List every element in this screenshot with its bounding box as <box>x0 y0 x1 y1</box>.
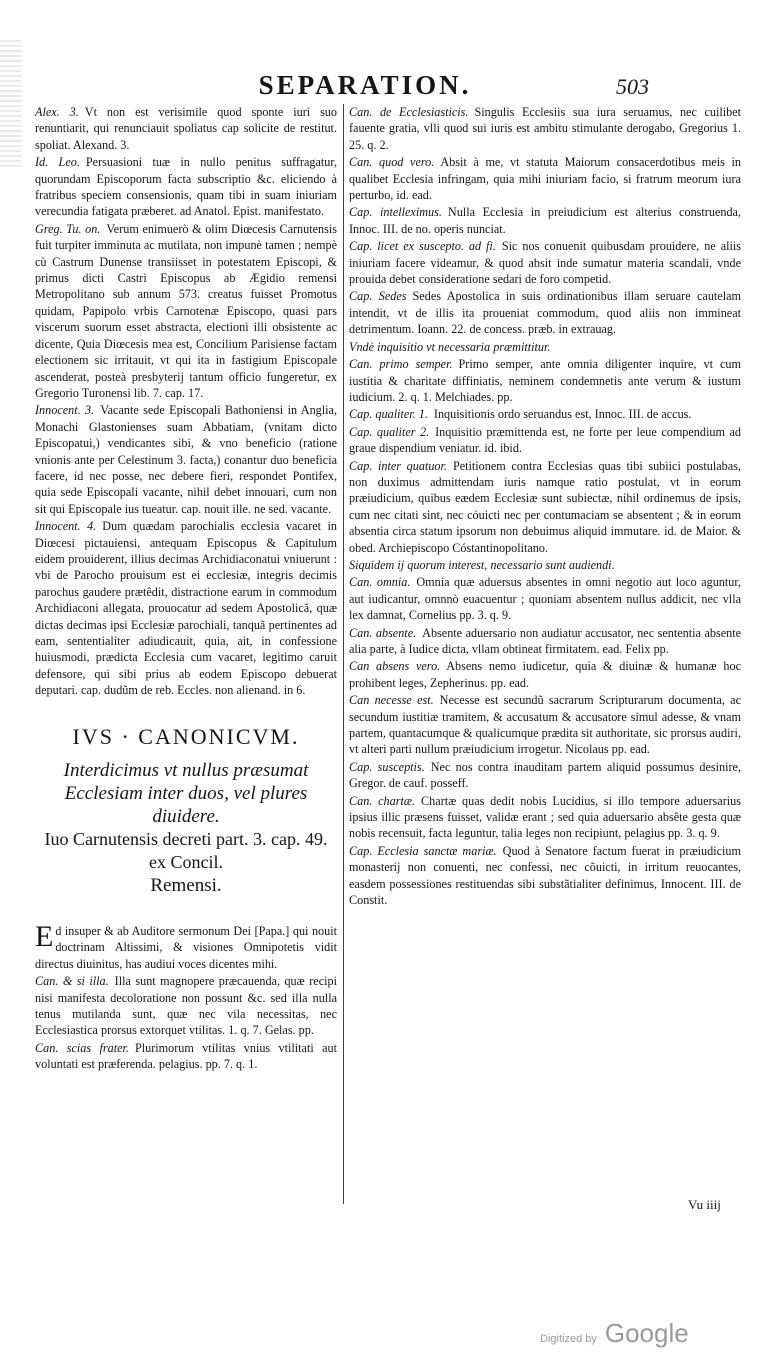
paragraph <box>35 973 337 1039</box>
paragraph-text: Omnia quæ aduersus absentes in omni negotio aut loco aguntur, aut iudicantur, omnnò euacuentur ; quoniam absentem nullus addicit, nec vlla lex damnat, Cornelius pp. 3. q. 9. <box>349 575 741 623</box>
citation-lead: Cap. intelleximus. <box>349 205 442 220</box>
citation-lead: Can absens vero. <box>349 659 441 674</box>
citation-lead: Can. absente. <box>349 625 417 640</box>
paragraph-text: Nulla Ecclesia in preiudicium est alterius construenda, Innoc. III. de no. operis nunciat. <box>349 205 741 236</box>
citation-lead: Can. & si illa. <box>35 974 109 989</box>
paragraph-text: Sic nos conuenit quibusdam prouidere, ne aliis iniuriam facere videamur, & quod absit inde sumatur materia scandali, vnde prouida debet consideratione sedari de foro competid. <box>349 239 742 287</box>
paragraph-text: Vndè inquisitio vt necessaria præmittitur. <box>349 339 551 354</box>
right-column <box>349 104 741 909</box>
paragraph <box>35 920 337 972</box>
paragraph <box>349 458 741 556</box>
paragraph <box>349 625 741 658</box>
paragraph <box>35 402 337 517</box>
citation-lead: Cap. susceptis. <box>349 759 425 774</box>
section-heading-italic: Interdicimus vt nullus præsumat Ecclesiam inter duos, vel plures diuidere. <box>63 760 309 828</box>
paragraph-text: Inquisitio præmittenda est, ne forte per leue compendium ad graue dispendium veniatur. id. ibid. <box>349 424 741 456</box>
citation-lead: Can. de Ecclesiasticis. <box>349 105 469 119</box>
paragraph-text: Necesse est secundũ sacrarum Scripturarum documenta, ac secundum iustitiæ tramitem, & accusatum & accusatore simul adesse, & vnam partem, quantacumque & qualicumque prædita sit authoritate, sic prorsus audiri, vt alteri parti nullum præiudicium irrogetur. Nicolaus pp. ead. <box>349 693 742 757</box>
paragraph-text: Verum enimuerò & olim Diœcesis Carnutensis fuit turpiter imminuta ac mutilata, non impunè tamen ; nempè cù Castrum Dunense transiisset in potestatem Episcopi, & primus dicti Castri Episcopus ab Ægidio remensi Metropolitano sub annum 573. creatus fuisset Promotus quidam, Papipolo vrbis Carnotenæ Episcopo, quasi pars viscerum suorum esset abstracta, electioni illi obsistente ac dicente, Quia Diœcesis mea est, Concilium Parisiense factam electionem sic irritauit, vt qui ita in fastigium Episcopale ascenderat, posteà presbyterij tantum officio fungeretur, ex Gregorio Turonensi lib. 7. cap. 17. <box>35 221 337 400</box>
paragraph-text: Singulis Ecclesiis sua iura seruamus, nec cuilibet fauente gratia, vlli quod sui iuris est ambitu stimulante derogabo, Gregorius 1. 25. q. 2. <box>349 105 741 152</box>
paragraph-text: Quod à Senatore factum fuerat in præiudicium monasterij non conuenti, nec confessi, nec cõuicti, in irritum reuocantes, easdem possessiones restituendas sibi substãtialiter definimus, Innocent. III. de Constit. <box>349 843 741 908</box>
paragraph <box>349 793 741 842</box>
paragraph-text: Persuasioni tuæ in nullo penitus suffragatur, quorundam Episcoporum facta subscriptio &c. eliciendo à fratribus speciem consensionis, quam tibi in suam iniuriam verecundia fatigata præberet. ad Anatol. Epist. manifestato. <box>35 155 338 219</box>
paragraph <box>35 221 337 401</box>
paragraph <box>35 104 337 153</box>
citation-lead: Cap. licet ex suscepto. ad fi. <box>349 239 496 254</box>
paragraph <box>35 154 337 220</box>
section-title: IVS · CANONICVM. <box>72 723 300 749</box>
paragraph-text: Chartæ quas dedit nobis Lucidius, si illo tempore aduersarius ipsius illic præsens fuisset, validæ erant ; sed quia aduersario absête gesta quæ nobis recensuit, facta leguntur, talia leges non recipiunt, pelagius pp. 3. q. 9. <box>349 793 741 841</box>
paragraph <box>349 692 741 758</box>
paragraph-text: Illa sunt magnopere præcauenda, quæ recipi nisi manifesta decoloratione non possunt &c. sed illa nulla tenus mutilanda sunt, quæ nec vila necessitas, nec Ecclesiastica prorsus extorquet vtilitas. 1. q. 7. Gelas. pp. <box>35 974 337 1038</box>
paragraph <box>349 843 741 909</box>
citation-lead: Can. chartæ. <box>349 793 416 808</box>
paragraph-text: Siquidem ij quorum interest, necessario sunt audiendi. <box>349 557 615 572</box>
paragraph-text: Plurimorum vtilitas vnius vtilitati aut voluntati est præferenda. pelagius. pp. 7. q. 1. <box>35 1040 337 1072</box>
citation-lead: Cap. Sedes <box>349 289 407 304</box>
paragraph <box>349 557 741 573</box>
citation-lead: Can. quod vero. <box>349 155 435 170</box>
citation-lead: Greg. Tu. on. <box>35 221 101 236</box>
paragraph-text: Vacante sede Episcopali Bathoniensi in Anglia, Monachi Glastonienses suam Abbatiam, (vnitam dicto Episcopatui,) vendicantes sibi, & vno beneficio (ratione vnionis ante per Celestinum 3. facta,) conantur duo beneficia facere, id nec posse, nec debere fieri, respondet Pontifex, quia sede Episcopali vacante, nihil debet innouari, cum non sit qui Episcopale ius tueatur. cap. nouit ille. ne sed. vacante. <box>35 403 337 516</box>
paragraph-text: Absente aduersario non audiatur accusator, nec sententia absente alia parte, à Iudice dicta, vllam obtineat firmitatem. ead. Felix pp. <box>349 625 742 656</box>
paragraph-text: Nec nos contra inauditam partem aliquid possumus desinire, Gregor. de cauf. posseff. <box>349 759 742 791</box>
paragraph <box>35 1040 337 1073</box>
citation-lead: Cap. Ecclesia sanctæ mariæ. <box>349 843 497 858</box>
paragraph-text: Ed insuper & ab Auditore sermonum Dei [Papa.] qui nouit doctrinam Altissimi, & visiones Omnipotetis vidit directus diuinitus, has audiui voces dicentes mihi. <box>35 920 337 971</box>
paragraph <box>349 424 741 457</box>
paragraph <box>349 154 741 203</box>
paragraph-text: Dum quædam parochialis ecclesia vacaret in Diœcesi pictauiensi, antequam Episcopus & Capitulum eidem prouiderent, illius decimas Archidiaconatui vniuerunt : vbi de Parocho prouisum est ei ecclesiæ, integris decimis parochus gaudere prætêdit, distractione earum in commodum Archidiaconi allegata, prouocatur ad sedem Apostolicã, quæ dictas decimas ipsi Ecclesiæ parochiali, tanquã pertinentes ad eam, sententialiter adiudicauit, quia, ait, in confessione huiusmodi, prædicta Ecclesia cum vacaret, legitimo caruit defensore, qui sibi prius ab eodem Episcopo debuerat deputari. cap. dudũm de reb. Eccles. non alienand. in 6. <box>35 519 337 698</box>
paragraph <box>35 518 337 698</box>
paragraph <box>349 658 741 691</box>
citation-lead: Id. Leo. <box>35 155 80 170</box>
paragraph-text: Vt non est verisimile quod sponte iuri suo renuntiarit, qui renunciauit spoliatus cap solicite de restitut. spoliat. Alexand. 3. <box>35 105 337 152</box>
paragraph <box>349 288 741 337</box>
column-rule <box>343 104 344 1204</box>
page-number: 503 <box>616 74 649 99</box>
watermark <box>540 1318 689 1349</box>
citation-lead: Can. omnia. <box>349 575 411 590</box>
paragraph <box>349 339 741 355</box>
citation-lead: Cap. qualiter 2. <box>349 424 430 439</box>
left-column <box>35 104 337 1073</box>
section-heading-source: Iuo Carnutensis decreti part. 3. cap. 49. ex Concil. <box>44 829 328 873</box>
paragraph <box>349 406 741 422</box>
paragraph <box>349 238 741 287</box>
watermark-prefix: Digitized by <box>540 1333 597 1345</box>
citation-lead: Can. primo semper. <box>349 357 453 372</box>
right-column-text <box>349 104 741 909</box>
left-column-top-text <box>35 104 337 699</box>
paragraph <box>349 204 741 237</box>
paragraph-text: Inquisitionis ordo seruandus est, Innoc. III. de accus. <box>433 407 692 422</box>
paragraph <box>349 574 741 623</box>
running-head: SEPARATION. <box>258 70 472 100</box>
page-edge-shadow <box>0 40 22 170</box>
left-column-bottom-text <box>35 920 337 1073</box>
signature-mark: Vu iiij <box>688 1197 721 1212</box>
citation-lead: Innocent. 4. <box>35 519 97 534</box>
paragraph <box>349 356 741 405</box>
paragraph <box>349 759 741 792</box>
paragraph-text: Absit à me, vt statuta Maiorum consacerdotibus meis in qualibet Ecclesia infringam, quia mihi iniuriam facio, si fratrum meorum iura perturbo, id. ead. <box>349 155 741 203</box>
paragraph <box>349 104 741 153</box>
citation-lead: Cap. qualiter. 1. <box>349 407 428 422</box>
paragraph-text: Sedes Apostolica in suis ordinationibus illam seruare cautelam intendit, vt de illis ita proueniat commodum, quod aliis non immineat detrimentum. Ioann. 22. de concess. præb. in extrauag. <box>349 289 741 337</box>
citation-lead: Cap. inter quatuor. <box>349 458 447 473</box>
paragraph-text: Absens nemo iudicetur, quia & diuinæ & humanæ hoc prohibent leges, Zepherinus. pp. ead. <box>349 659 742 690</box>
citation-lead: Can. scias frater. <box>35 1040 129 1055</box>
paragraph-text: Petitionem contra Ecclesias quas tibi subiici postulabas, non duximus admittendam iuris namque ratio postulat, vt in eorum præiudicium, quibus eædem Ecclesiæ sunt subiectæ, nihil ordinemus de ipsis, cum nec citati sint, nec cóuicti nec per contumaciam se absentent ; & in eorum absentia circa statum ipsorum non debuimus aliquid immutare. id. de Maior. & obed. Archiepiscopo Cóstantinopolitano. <box>349 458 741 555</box>
google-logo: Google <box>604 1318 689 1348</box>
citation-lead: Innocent. 3. <box>35 403 95 418</box>
section-heading-end: Remensi. <box>150 875 222 897</box>
paragraph-text: Primo semper, ante omnia diligenter inquire, vt cum iustitia & charitate diffiniatis, neminem condemnetis ante verum & iustum iudicium. 2. q. 1. Melchiades. pp. <box>349 357 741 404</box>
citation-lead: Alex. 3. <box>35 105 79 119</box>
citation-lead: Can necesse est. <box>349 693 434 708</box>
